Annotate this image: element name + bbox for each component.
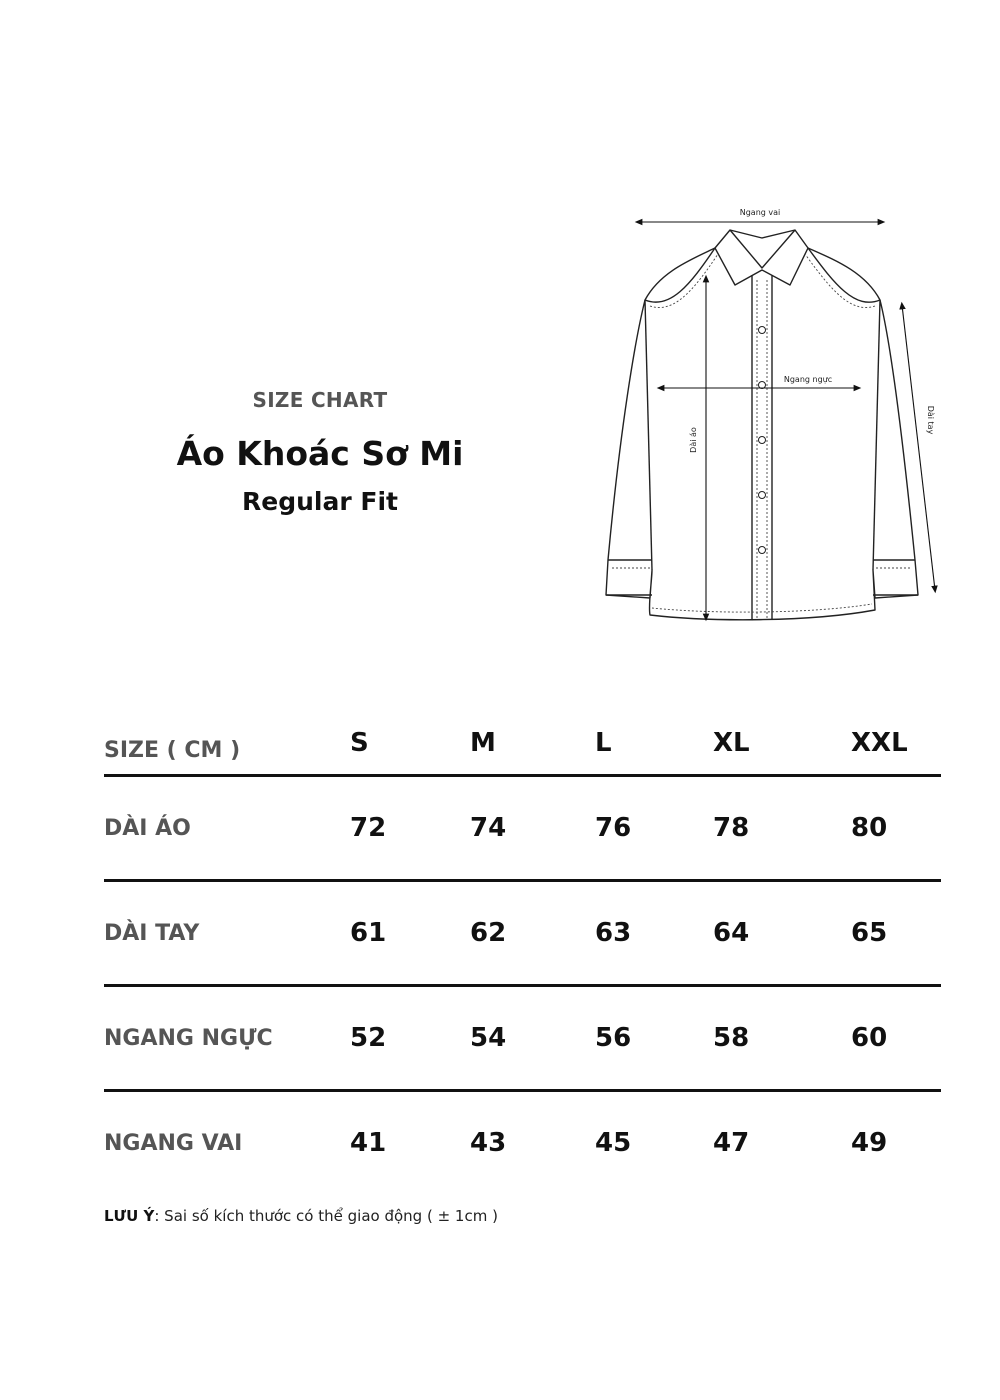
table-cell: 63 <box>595 918 632 948</box>
tolerance-note <box>104 1207 498 1225</box>
table-cell: 41 <box>350 1128 387 1158</box>
size-header-label: SIZE ( CM ) <box>104 737 241 763</box>
size-chart-subtitle: SIZE CHART <box>252 388 388 412</box>
table-cell: 72 <box>350 813 387 843</box>
shoulder-label: Ngang vai <box>739 208 781 217</box>
sleeve-arrow <box>902 305 935 590</box>
table-row-dai-tay <box>104 882 941 984</box>
table-cell: 43 <box>470 1128 507 1158</box>
table-cell: 47 <box>713 1128 750 1158</box>
table-cell: 64 <box>713 918 750 948</box>
row-label: DÀI ÁO <box>104 815 191 841</box>
size-table <box>104 726 941 1194</box>
product-title: Áo Khoác Sơ Mi <box>176 434 464 473</box>
table-row-dai-ao <box>104 777 941 879</box>
table-cell: 76 <box>595 813 632 843</box>
table-cell: 65 <box>851 918 888 948</box>
table-cell: 49 <box>851 1128 888 1158</box>
row-label: NGANG VAI <box>104 1130 243 1156</box>
size-l: L <box>595 728 612 758</box>
table-cell: 52 <box>350 1023 387 1053</box>
chest-label: Ngang ngực <box>783 375 833 384</box>
size-xl: XL <box>713 728 750 758</box>
table-row-ngang-nguc <box>104 987 941 1089</box>
size-header-row <box>104 726 941 774</box>
table-cell: 78 <box>713 813 750 843</box>
row-label: NGANG NGỰC <box>104 1025 273 1051</box>
table-cell: 62 <box>470 918 507 948</box>
table-cell: 58 <box>713 1023 750 1053</box>
size-s: S <box>350 728 369 758</box>
note-label: LƯU Ý <box>104 1207 155 1225</box>
fit-label: Regular Fit <box>242 487 398 516</box>
length-label: Dài áo <box>689 427 698 453</box>
shirt-diagram <box>590 200 960 630</box>
table-cell: 60 <box>851 1023 888 1053</box>
size-xxl: XXL <box>851 728 908 758</box>
sleeve-label: Dài tay <box>926 405 935 435</box>
table-cell: 61 <box>350 918 387 948</box>
table-cell: 80 <box>851 813 888 843</box>
table-cell: 56 <box>595 1023 632 1053</box>
table-row-ngang-vai <box>104 1092 941 1194</box>
size-m: M <box>470 728 496 758</box>
table-cell: 74 <box>470 813 507 843</box>
row-label: DÀI TAY <box>104 920 200 946</box>
chart-header <box>150 388 490 516</box>
table-cell: 45 <box>595 1128 632 1158</box>
note-text: : Sai số kích thước có thể giao động ( ± 1cm ) <box>154 1207 498 1225</box>
table-cell: 54 <box>470 1023 507 1053</box>
